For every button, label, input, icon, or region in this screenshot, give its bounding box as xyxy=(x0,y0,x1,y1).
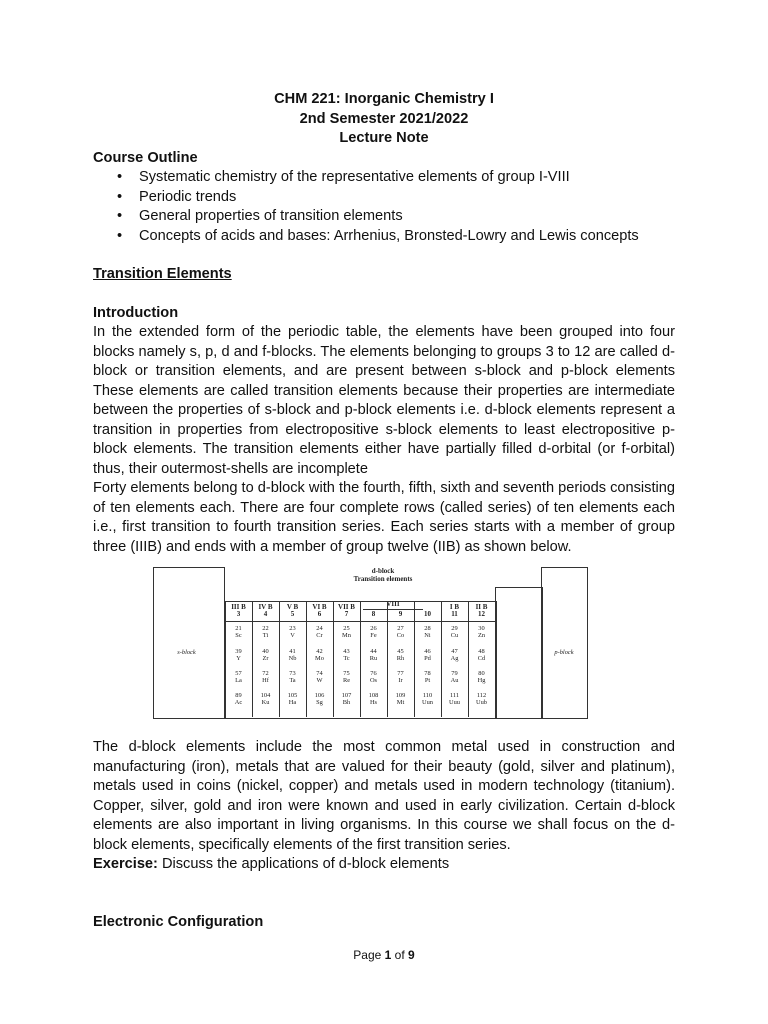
page-total: 9 xyxy=(408,948,415,962)
group-header: 10 xyxy=(424,610,431,618)
outline-item: • Systematic chemistry of the representative elements of group I-VIII xyxy=(139,168,675,188)
column-divider xyxy=(414,601,415,717)
element-cell: 73 Ta xyxy=(289,670,296,684)
column-divider xyxy=(306,601,307,717)
element-cell: 72 Hf xyxy=(262,670,269,684)
element-cell: 48 Cd xyxy=(477,648,486,662)
group-header: VII B 7 xyxy=(338,603,355,618)
course-title: CHM 221: Inorganic Chemistry I xyxy=(274,91,494,107)
element-cell: 42 Mo xyxy=(315,648,324,662)
element-cell: 24 Cr xyxy=(316,625,323,639)
element-cell: 109 Mt xyxy=(395,692,406,706)
outline-heading: Course Outline xyxy=(93,149,198,166)
semester-line: 2nd Semester 2021/2022 xyxy=(299,110,469,127)
element-cell: 78 Pt xyxy=(424,670,431,684)
exercise-label: Exercise: xyxy=(93,856,158,872)
element-cell: 44 Ru xyxy=(369,648,378,662)
section-title: Transition Elements xyxy=(93,266,232,282)
element-cell: 23 V xyxy=(289,625,296,639)
intro-heading: Introduction xyxy=(93,304,179,321)
column-divider xyxy=(279,601,280,717)
group-header: I B 11 xyxy=(449,603,460,618)
element-cell: 108 Hs xyxy=(368,692,379,706)
element-cell: 45 Rh xyxy=(396,648,405,662)
group-header: II B 12 xyxy=(475,603,488,618)
element-cell: 112 Uub xyxy=(475,692,487,706)
element-cell: 75 Re xyxy=(342,670,351,684)
figure-title-2: Transition elements xyxy=(353,575,413,583)
element-cell: 47 Ag xyxy=(450,648,459,662)
element-cell: 30 Zn xyxy=(477,625,486,639)
column-divider xyxy=(333,601,334,717)
page-number: 1 xyxy=(384,948,392,962)
element-cell: 57 La xyxy=(235,670,242,684)
p-block-label: p-block xyxy=(554,649,574,656)
column-divider xyxy=(360,601,361,717)
element-cell: 28 Ni xyxy=(424,625,431,639)
element-cell: 105 Ha xyxy=(287,692,298,706)
element-cell: 110 Uun xyxy=(421,692,433,706)
column-divider xyxy=(387,601,388,717)
page-word: Page xyxy=(353,948,382,962)
figure-title-1: d-block xyxy=(371,567,395,575)
outline-item: • General properties of transition elements xyxy=(139,207,675,227)
group-header: III B 3 xyxy=(231,603,246,618)
element-cell: 111 Uuu xyxy=(448,692,460,706)
column-divider xyxy=(468,601,469,717)
column-divider xyxy=(252,601,253,717)
element-cell: 79 Au xyxy=(450,670,459,684)
element-cell: 39 Y xyxy=(235,648,242,662)
s-block-frame xyxy=(153,567,225,719)
element-cell: 22 Ti xyxy=(262,625,269,639)
element-cell: 46 Pd xyxy=(424,648,431,662)
column-divider xyxy=(441,601,442,717)
element-cell: 80 Hg xyxy=(477,670,486,684)
element-cell: 76 Os xyxy=(369,670,378,684)
element-cell: 25 Mn xyxy=(342,625,351,639)
element-cell: 106 Sg xyxy=(314,692,325,706)
group-header: VI B 6 xyxy=(312,603,327,618)
s-block-label: s-block xyxy=(177,649,196,656)
group-header: 9 xyxy=(398,610,403,618)
doc-type: Lecture Note xyxy=(339,130,429,146)
page-footer xyxy=(0,946,768,966)
element-cell: 40 Zr xyxy=(262,648,269,662)
element-cell: 27 Co xyxy=(396,625,405,639)
group-header: IV B 4 xyxy=(258,603,273,618)
d-block-periodic-table-figure xyxy=(153,563,587,719)
group-header: V B 5 xyxy=(286,603,299,618)
intro-paragraph-2: Forty elements belong to d-block with the fourth, fifth, sixth and seventh periods consisting of ten elements each. There are four complete rows (called series) of ten elements each i.e., first transition to fourth transition series. Each series starts with a member of group three (IIIB) and ends with a member of group twelve (IIB) as shown below. xyxy=(93,480,675,555)
element-cell: 89 Ac xyxy=(234,692,243,706)
element-cell: 104 Ku xyxy=(260,692,271,706)
element-cell: 21 Sc xyxy=(235,625,242,639)
element-cell: 77 Ir xyxy=(397,670,404,684)
next-section-heading: Electronic Configuration xyxy=(93,913,264,930)
exercise-text: Discuss the applications of d-block elements xyxy=(157,856,450,872)
document-page xyxy=(93,90,675,557)
d-block-uses-paragraph: The d-block elements include the most common metal used in construction and manufacturing (iron), metals that are valued for their beauty (gold, silver and platinum), metals used in coins (nickel, copper) and metals used in modern technology (titanium). Copper, silver, gold and iron were known and used in early civilization. Certain d-block elements are also important in living organisms. In this course we shall focus on the d-block elements, specifically elements of the first transition series. xyxy=(93,739,675,853)
after-figure-text xyxy=(93,738,675,932)
outline-item: • Concepts of acids and bases: Arrhenius, Bronsted-Lowry and Lewis concepts xyxy=(139,227,675,247)
element-cell: 29 Cu xyxy=(450,625,459,639)
outline-list xyxy=(93,168,675,246)
p-block-inner-frame xyxy=(495,587,543,719)
intro-paragraph-1: In the extended form of the periodic table, the elements have been grouped into four blocks namely s, p, d and f-blocks. The elements belonging to groups 3 to 12 are called d-block or transition elements, and are present between s-block and p-block elements These elements are called transition elements because their properties are intermediate between the properties of s-block and p-block elements i.e. d-block elements represent a transition in properties from electropositive s-block elements to least electropositive p-block elements. The transition elements either have partially filled d-orbital (or f-orbital) thus, their outermost-shells are incomplete xyxy=(93,324,675,477)
exercise-line xyxy=(93,855,675,875)
of-word: of xyxy=(394,948,405,962)
element-cell: 74 W xyxy=(316,670,323,684)
group-viii-label: VIII xyxy=(386,600,400,608)
element-cell: 43 Tc xyxy=(343,648,350,662)
element-cell: 26 Fe xyxy=(370,625,377,639)
p-block-frame xyxy=(541,567,588,719)
group-header: 8 xyxy=(371,610,376,618)
outline-item: • Periodic trends xyxy=(139,188,675,208)
element-cell: 41 Nb xyxy=(288,648,297,662)
element-cell: 107 Bh xyxy=(341,692,352,706)
